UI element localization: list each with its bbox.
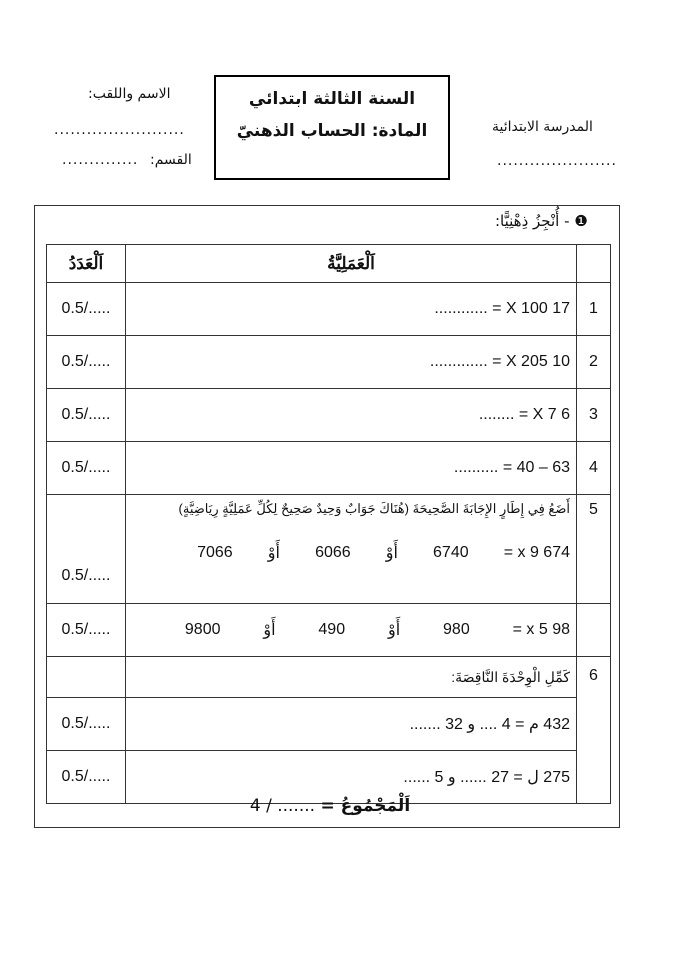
name-label: الاسم واللقب: [88, 86, 171, 102]
score-cell[interactable]: 0.5/..... [47, 698, 126, 751]
score-cell[interactable]: 0.5/..... [47, 604, 126, 657]
class-label: القسم: [150, 152, 192, 168]
title-box [214, 75, 450, 180]
header-operation: اَلْعَمَلِيَّةُ [126, 245, 577, 283]
score-cell[interactable]: 0.5/..... [47, 336, 126, 389]
or-label: أَوْ [385, 545, 398, 562]
q6-a-text[interactable]: 432 م = 4 .... و 32 ....... [126, 698, 577, 751]
table-row-q5 [47, 495, 611, 604]
row-number: 4 [577, 442, 611, 495]
row-number: 6 [577, 657, 611, 804]
section-title-text: - أُنْجِزُ ذِهْنِيًّا: [495, 212, 570, 230]
class-dots[interactable]: .............. [62, 152, 139, 168]
score-cell[interactable]: 0.5/..... [47, 442, 126, 495]
q5-a-choices [126, 543, 576, 563]
table-row-q6a [47, 698, 611, 751]
total-label: اَلْمَجْمُوعُ = [320, 796, 411, 816]
header-num [577, 245, 611, 283]
q5-a-expression: 674 x 9 = [503, 544, 570, 561]
table-row [47, 283, 611, 336]
score-cell[interactable]: 0.5/..... [47, 495, 126, 604]
q5-a-choice[interactable]: 6740 [433, 544, 469, 561]
q5-b-cell [126, 604, 577, 657]
subject-title: المادة: الحساب الذهنيّ [236, 121, 428, 141]
name-dots[interactable]: ........................ [54, 122, 185, 138]
table-row [47, 442, 611, 495]
empty-num-cell [577, 604, 611, 657]
table-row-q5b [47, 604, 611, 657]
table-row [47, 336, 611, 389]
q5-b-choices [126, 620, 576, 640]
operation-cell[interactable]: 6 X 7 = ........ [126, 389, 577, 442]
school-label: المدرسة الابتدائية [492, 119, 593, 135]
q5-a-choice[interactable]: 7066 [197, 544, 233, 561]
q5-b-choice[interactable]: 9800 [184, 621, 221, 638]
q6-instruction: كَمِّلِ الْوِحْدَةَ النَّاقِصَةَ: [126, 657, 577, 698]
total-line [230, 796, 430, 816]
exercise-table [46, 244, 611, 804]
school-dots[interactable]: ...................... [497, 153, 617, 169]
q5-a-choice[interactable]: 6066 [315, 544, 351, 561]
row-number: 3 [577, 389, 611, 442]
q5-b-choice[interactable]: 490 [318, 621, 346, 638]
q5-instruction: أَضَعُ فِي إِطَارٍ الإِجَابَةَ الصَّحِيحَةَ (هُنَاكَ جَوَابٌ وَحِيدٌ صَحِيحٌ لِكُلِّ عَمَلِيَّةٍ رِيَاضِيَّةٍ) [178, 501, 570, 516]
or-label: أَوْ [387, 622, 401, 639]
operation-cell[interactable]: 10 X 205 = ............. [126, 336, 577, 389]
grade-title: السنة الثالثة ابتدائي [248, 89, 416, 109]
table-row [47, 389, 611, 442]
number-one-icon: ❶ [574, 212, 588, 230]
score-cell[interactable]: 0.5/..... [47, 389, 126, 442]
row-number: 2 [577, 336, 611, 389]
section-title [495, 212, 588, 230]
score-cell[interactable]: 0.5/..... [47, 283, 126, 336]
header-score: اَلْعَدَدُ [47, 245, 126, 283]
row-number: 5 [577, 495, 611, 604]
score-cell[interactable]: 0.5/..... [47, 751, 126, 804]
q6-b-text[interactable]: 275 ل = 27 ...... و 5 ...... [126, 751, 577, 804]
total-value[interactable]: ....... / 4 [249, 796, 316, 816]
empty-score-cell [47, 657, 126, 698]
row-number: 1 [577, 283, 611, 336]
operation-cell[interactable]: 63 – 40 = .......... [126, 442, 577, 495]
or-label: أَوْ [263, 622, 276, 639]
q5-b-choice[interactable]: 980 [443, 621, 470, 638]
or-label: أَوْ [267, 545, 280, 562]
table-row-q6 [47, 657, 611, 698]
q5-cell [126, 495, 577, 604]
operation-cell[interactable]: 17 X 100 = ............ [126, 283, 577, 336]
q5-b-expression: 98 x 5 = [512, 621, 570, 638]
table-header-row [47, 245, 611, 283]
